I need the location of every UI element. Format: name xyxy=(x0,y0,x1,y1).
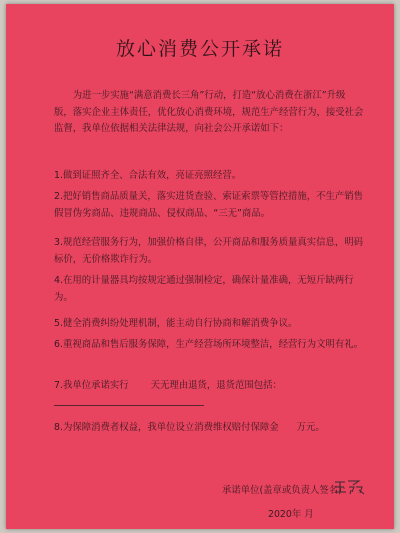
return-scope-blank-line xyxy=(54,395,204,406)
item8-suffix: 万元。 xyxy=(296,422,325,433)
commitment-item-8 xyxy=(54,420,364,437)
handwritten-signature xyxy=(333,478,367,496)
signer-label: 承诺单位(盖章或负责人签名)： xyxy=(222,485,352,496)
commitment-item-2: 2.把好销售商品质量关，落实进货查验、索证索票等管控措施，不生产销售假冒伪劣商品、违规商品、侵权商品、“三无”商品。 xyxy=(54,191,363,219)
item7-prefix: 7.我单位承诺实行 xyxy=(54,380,129,391)
commitment-item-1: 1.做到证照齐全、合法有效，亮证亮照经营。 xyxy=(54,170,242,181)
commitment-item-4: 4.在用的计量器具均按规定通过强制检定，确保计量准确，无短斤缺两行为。 xyxy=(54,275,354,303)
intro-paragraph: 为进一步实施“满意消费长三角”行动，打造“放心消费在浙江”升级版，落实企业主体责任，优化放心消费环境，规范生产经营行为，接受社会监督，我单位依据相关法律法规，向社会公开承诺如下： xyxy=(54,90,364,134)
commitment-item-6: 6.重视商品和售后服务保障，生产经营场所环境整洁，经营行为文明有礼。 xyxy=(54,339,363,350)
commitment-item-3: 3.规范经营服务行为，加强价格自律，公开商品和服务质量真实信息，明码标价，无价格欺诈行为。 xyxy=(54,237,363,265)
date-line: 2020年 月 xyxy=(268,509,314,520)
commitment-item-7 xyxy=(54,378,364,412)
item7-mid: 天无理由退货，退货范围包括： xyxy=(150,380,282,391)
commitment-notice-sheet xyxy=(6,4,394,529)
item8-prefix: 8.为保障消费者权益，我单位设立消费维权赔付保障金 xyxy=(54,422,279,433)
commitment-item-5: 5.健全消费纠纷处理机制，能主动自行协商和解消费争议。 xyxy=(54,318,298,329)
page-title: 放心消费公开承诺 xyxy=(115,38,284,60)
